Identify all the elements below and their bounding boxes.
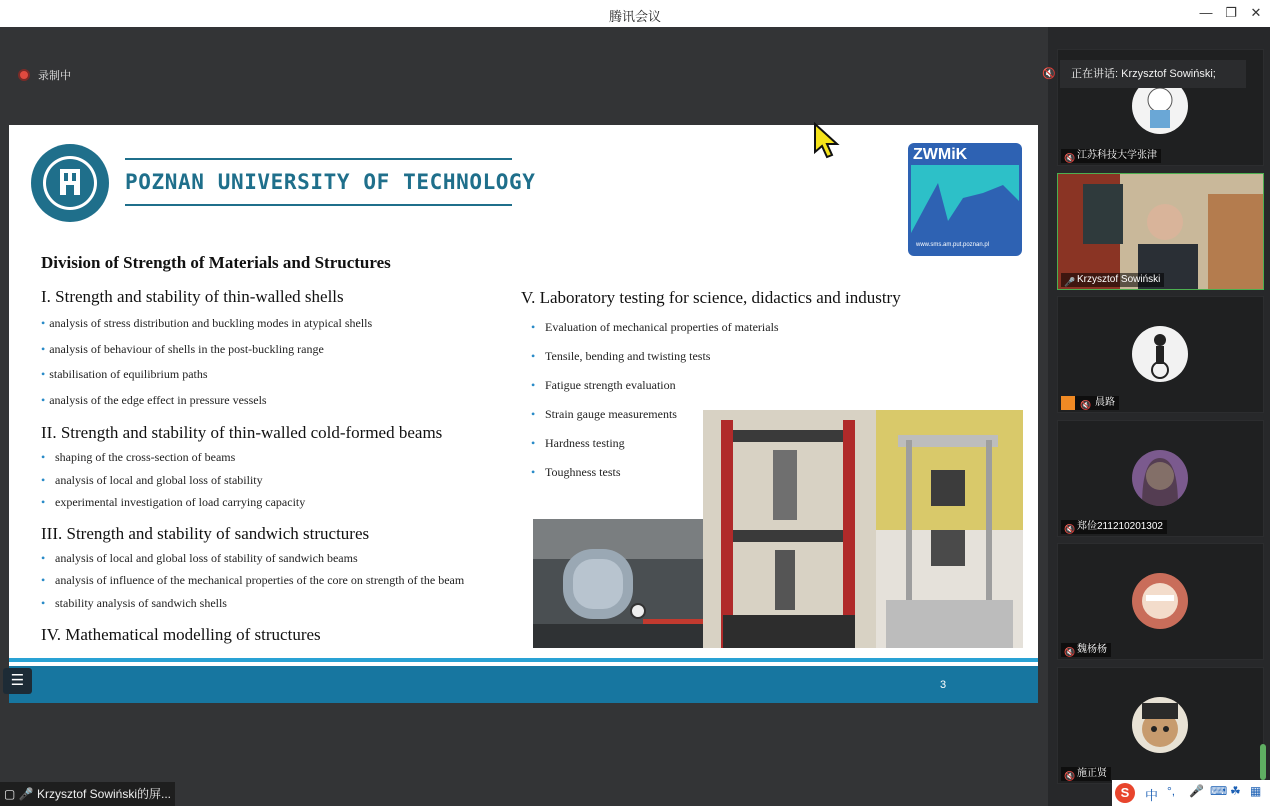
mic-muted-icon: 🔇 [1064, 153, 1076, 163]
participant-name: 🔇 施正贤 [1061, 767, 1111, 781]
participant-video [1058, 174, 1263, 289]
list-item: • shaping of the cross-section of beams [41, 450, 236, 464]
sogou-icon: S [1115, 783, 1135, 803]
list-item: • stability analysis of sandwich shells [41, 596, 227, 610]
slide-footer-bar [9, 666, 1038, 703]
sidebar-scrollbar[interactable] [1260, 744, 1266, 780]
window-title: 腾讯会议 [608, 9, 661, 24]
speaking-indicator [1042, 60, 1246, 88]
participant-tile[interactable] [1057, 420, 1264, 537]
record-icon [18, 69, 30, 81]
mouse-cursor-icon [813, 122, 841, 160]
participant-name: 🎤 Krzysztof Sowiński [1061, 273, 1164, 287]
list-item: • Toughness tests [531, 465, 621, 479]
participant-name: 🔇 郑俭211210201302 [1061, 520, 1167, 534]
recording-indicator[interactable] [18, 67, 71, 83]
list-item: • analysis of local and global loss of stability of sandwich beams [41, 551, 358, 565]
mic-muted-icon: 🔇 [1042, 68, 1056, 80]
restore-button[interactable]: ❐ [1225, 5, 1237, 20]
list-item: • Fatigue strength evaluation [531, 378, 676, 392]
slide-footer-accent [9, 658, 1038, 662]
list-item: • analysis of local and global loss of stability [41, 473, 263, 487]
avatar [1132, 697, 1188, 753]
screen-share-indicator[interactable] [0, 782, 175, 806]
slide-menu-icon[interactable]: ☰ [3, 668, 32, 694]
user-icon [1061, 396, 1075, 410]
participant-tile[interactable] [1057, 173, 1264, 290]
title-rule-bottom [125, 204, 512, 206]
grid-icon[interactable]: ▦ [1250, 784, 1262, 798]
participant-tile[interactable] [1057, 543, 1264, 660]
list-item: • analysis of the edge effect in pressure vessels [41, 393, 267, 407]
presentation-slide [9, 125, 1038, 703]
recording-label: 录制中 [38, 70, 71, 82]
slide-heading: Division of Strength of Materials and Structures [41, 253, 391, 272]
participant-sidebar [1048, 27, 1270, 806]
minimize-button[interactable]: — [1199, 5, 1213, 20]
mic-icon: 🎤 [18, 787, 34, 801]
screen-icon: ▢ [4, 787, 16, 801]
pressure-vessel-photo [533, 519, 703, 648]
list-item: • Evaluation of mechanical properties of materials [531, 320, 779, 334]
share-label: Krzysztof Sowiński的屏... [36, 787, 172, 801]
title-rule-top [125, 158, 512, 160]
list-item: • Strain gauge measurements [531, 407, 677, 421]
zwmik-title: ZWMiK [913, 146, 968, 163]
ime-lang[interactable]: 中 [1145, 788, 1159, 803]
list-item: • Hardness testing [531, 436, 625, 450]
voice-icon[interactable]: 🎤 [1189, 784, 1204, 798]
mic-muted-icon: 🔇 [1064, 771, 1076, 781]
mic-muted-icon: 🔇 [1064, 647, 1076, 657]
zwmik-logo [908, 143, 1022, 256]
avatar [1132, 573, 1188, 629]
title-bar [0, 0, 1270, 28]
fatigue-machine-photo [876, 410, 1023, 648]
university-name: POZNAN UNIVERSITY OF TECHNOLOGY [125, 170, 536, 194]
close-button[interactable]: ✕ [1250, 5, 1262, 20]
keyboard-icon[interactable]: ⌨ [1210, 784, 1228, 798]
tensile-machine-photo [703, 410, 876, 648]
participant-name: 🔇 江苏科技大学张津 [1061, 149, 1161, 163]
participant-tile[interactable] [1057, 296, 1264, 413]
mic-muted-icon: 🔇 [1064, 524, 1076, 534]
section-2-title: II. Strength and stability of thin-walled cold-formed beams [41, 423, 443, 442]
participant-tile[interactable] [1057, 667, 1264, 784]
list-item: • experimental investigation of load carrying capacity [41, 495, 306, 509]
list-item: • analysis of influence of the mechanical properties of the core on strength of the beam [41, 573, 465, 587]
avatar [1132, 326, 1188, 382]
section-4-title: IV. Mathematical modelling of structures [41, 625, 321, 644]
avatar [1132, 450, 1188, 506]
punctuation-icon[interactable]: °, [1167, 784, 1176, 798]
participant-name: 🔇 魏杨杨 [1061, 643, 1111, 657]
mic-active-icon: 🎤 [1064, 277, 1076, 287]
list-item: • Tensile, bending and twisting tests [531, 349, 711, 363]
slide-page-number: 3 [940, 679, 947, 691]
skin-icon[interactable]: ☘ [1230, 784, 1241, 798]
mic-muted-icon: 🔇 [1080, 400, 1092, 410]
participant-name: 🔇 晨路 [1061, 396, 1119, 410]
list-item: • analysis of behaviour of shells in the post-buckling range [41, 342, 324, 356]
zwmik-url: www.sms.am.put.poznan.pl [916, 242, 990, 248]
speaking-label: 正在讲话: Krzysztof Sowiński; [1071, 68, 1216, 80]
list-item: • analysis of stress distribution and buckling modes in atypical shells [41, 316, 373, 330]
list-item: • stabilisation of equilibrium paths [41, 367, 208, 381]
ime-toolbar[interactable] [1112, 780, 1270, 806]
section-3-title: III. Strength and stability of sandwich structures [41, 524, 370, 543]
university-seal-icon [30, 143, 110, 223]
section-5-title: V. Laboratory testing for science, didactics and industry [521, 288, 901, 307]
section-1-title: I. Strength and stability of thin-walled shells [41, 287, 344, 306]
